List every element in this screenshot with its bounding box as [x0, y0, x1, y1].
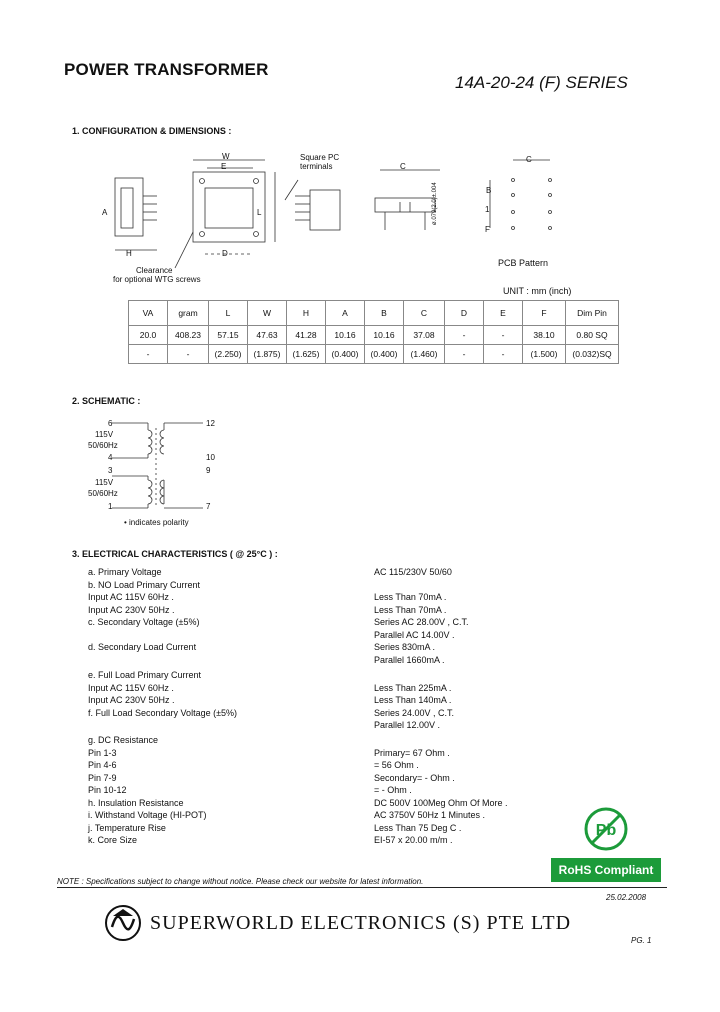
company-name: SUPERWORLD ELECTRONICS (S) PTE LTD: [150, 912, 572, 934]
table-row: [129, 326, 619, 345]
dim-label-d: D: [222, 249, 228, 258]
schematic-pin-10: 10: [206, 453, 215, 462]
table-cell: 41.28: [287, 326, 326, 345]
dim-label-h: H: [126, 249, 132, 258]
spec-label: Input AC 115V 60Hz .: [88, 682, 174, 693]
table-cell: -: [129, 345, 168, 364]
spec-label: h. Insulation Resistance: [88, 797, 184, 808]
spec-label: k. Core Size: [88, 835, 138, 845]
table-cell: (1.500): [523, 345, 566, 364]
spec-label: e. Full Load Primary Current: [88, 670, 202, 680]
footer-note: NOTE : Specifications subject to change without notice. Please check our website for latest information.: [57, 877, 424, 886]
schematic-pin-6: 6: [108, 419, 113, 428]
spec-label: Pin 4-6: [88, 760, 117, 770]
table-cell: -: [168, 345, 209, 364]
table-header-cell: gram: [168, 301, 209, 326]
schematic-freq-2: 50/60Hz: [88, 489, 118, 498]
footer-date: 25.02.2008: [606, 893, 647, 902]
table-cell: 408.23: [168, 326, 209, 345]
schematic-pin-12: 12: [206, 419, 215, 428]
table-header-cell: F: [523, 301, 566, 326]
table-header-row: [129, 301, 619, 326]
table-header-cell: D: [445, 301, 484, 326]
spec-value: Less Than 70mA .: [374, 604, 447, 615]
dimensions-table: [128, 300, 619, 364]
table-header-cell: W: [248, 301, 287, 326]
dim-label-a: A: [102, 208, 108, 217]
table-cell: (0.400): [326, 345, 365, 364]
table-cell: 47.63: [248, 326, 287, 345]
spec-value: Series 830mA .: [374, 642, 436, 652]
table-header-cell: A: [326, 301, 365, 326]
page-title: POWER TRANSFORMER: [64, 60, 269, 79]
spec-label: f. Full Load Secondary Voltage (±5%): [88, 707, 238, 718]
spec-value: EI-57 x 20.00 m/m .: [374, 835, 453, 845]
table-cell: 10.16: [326, 326, 365, 345]
spec-value: Less Than 225mA .: [374, 682, 452, 693]
spec-value: = - Ohm .: [374, 785, 412, 795]
table-cell: 37.08: [404, 326, 445, 345]
schematic-pin-1: 1: [108, 502, 113, 511]
spec-value: Series 24.00V , C.T.: [374, 707, 455, 718]
spec-label: g. DC Resistance: [88, 735, 159, 745]
spec-value: Less Than 75 Deg C .: [374, 822, 462, 833]
dim-label-c1: C: [400, 162, 406, 171]
terminal-view-body: [310, 190, 340, 230]
table-cell: 38.10: [523, 326, 566, 345]
dim-label-c2: C: [526, 155, 532, 164]
table-header-cell: L: [209, 301, 248, 326]
dim-label-b: B: [486, 186, 492, 195]
table-cell: 10.16: [365, 326, 404, 345]
spec-value: Parallel 1660mA .: [374, 654, 445, 665]
spec-value: Series AC 28.00V , C.T.: [374, 617, 469, 627]
label-clearance: Clearance: [136, 266, 173, 275]
page-number: PG. 1: [631, 936, 652, 945]
table-cell: -: [445, 345, 484, 364]
schematic-freq-1: 50/60Hz: [88, 441, 118, 450]
schematic-pin-7: 7: [206, 502, 211, 511]
table-row: [129, 345, 619, 364]
spec-label: Pin 10-12: [88, 785, 127, 795]
table-cell: -: [484, 326, 523, 345]
schematic-voltage-1: 115V: [95, 430, 114, 439]
section3-heading: 3. ELECTRICAL CHARACTERISTICS ( @ 25°C ) :: [72, 549, 278, 559]
table-header-cell: H: [287, 301, 326, 326]
schematic-pin-4: 4: [108, 453, 113, 462]
spec-label: Input AC 115V 60Hz .: [88, 592, 174, 602]
label-optional-screws: for optional WTG screws: [113, 275, 201, 284]
table-cell: (2.250): [209, 345, 248, 364]
spec-label: j. Temperature Rise: [88, 822, 166, 833]
company-logo-icon: [104, 904, 142, 942]
spec-value: AC 3750V 50Hz 1 Minutes .: [374, 810, 486, 820]
polarity-note: • indicates polarity: [124, 518, 189, 527]
section2-heading: 2. SCHEMATIC :: [72, 396, 141, 406]
bottom-view-body: [375, 198, 435, 212]
table-cell: (1.625): [287, 345, 326, 364]
table-header-cell: B: [365, 301, 404, 326]
spec-value: Primary= 67 Ohm .: [374, 747, 450, 758]
table-header-cell: Dim Pin: [566, 301, 619, 326]
schematic-diagram: [108, 418, 218, 518]
dim-label-f: F: [485, 225, 490, 234]
table-header-cell: VA: [129, 301, 168, 326]
label-square-pc: Square PC: [300, 153, 340, 162]
spec-label: a. Primary Voltage: [88, 567, 162, 577]
table-cell: 0.80 SQ: [566, 326, 619, 345]
table-cell: -: [445, 326, 484, 345]
unit-label: UNIT : mm (inch): [503, 286, 572, 296]
spec-value: Less Than 140mA .: [374, 695, 452, 705]
spec-label: Input AC 230V 50Hz .: [88, 695, 175, 705]
pb-free-icon: [582, 805, 630, 853]
table-cell: (1.875): [248, 345, 287, 364]
table-cell: -: [484, 345, 523, 364]
section1-heading: 1. CONFIGURATION & DIMENSIONS :: [72, 126, 232, 136]
table-cell: (0.400): [365, 345, 404, 364]
table-header-cell: E: [484, 301, 523, 326]
schematic-pin-3: 3: [108, 466, 113, 475]
spec-value: DC 500V 100Meg Ohm Of More .: [374, 797, 508, 808]
label-vertical-dims: ø.079(2.0)±.004: [432, 182, 438, 225]
spec-value: AC 115/230V 50/60: [374, 567, 452, 577]
spec-label: b. NO Load Primary Current: [88, 579, 201, 590]
schematic-pin-9: 9: [206, 466, 211, 475]
dim-label-l: L: [257, 208, 262, 217]
spec-value: Parallel AC 14.00V .: [374, 629, 455, 640]
series-title: 14A-20-24 (F) SERIES: [455, 73, 628, 92]
table-cell: (0.032)SQ: [566, 345, 619, 364]
spec-value: Secondary= - Ohm .: [374, 772, 455, 783]
footer-divider: [57, 887, 667, 888]
spec-label: Pin 1-3: [88, 747, 117, 758]
pb-text: Pb: [595, 822, 617, 839]
dim-label-w: W: [222, 152, 230, 161]
spec-value: = 56 Ohm .: [374, 760, 419, 770]
pcb-pattern: [490, 160, 552, 230]
spec-label: Input AC 230V 50Hz .: [88, 604, 175, 615]
spec-label: c. Secondary Voltage (±5%): [88, 617, 200, 627]
electrical-characteristics: [88, 567, 568, 847]
label-pcb-pattern: PCB Pattern: [498, 258, 549, 268]
spec-label: Pin 7-9: [88, 772, 117, 783]
table-cell: 20.0: [129, 326, 168, 345]
pin-label: 1: [485, 205, 490, 214]
table-cell: 57.15: [209, 326, 248, 345]
spec-value: Parallel 12.00V .: [374, 720, 441, 730]
schematic-voltage-2: 115V: [95, 478, 114, 487]
table-cell: (1.460): [404, 345, 445, 364]
label-terminals: terminals: [300, 162, 333, 171]
spec-value: Less Than 70mA .: [374, 592, 447, 602]
spec-label: i. Withstand Voltage (HI-POT): [88, 810, 207, 820]
rohs-badge: RoHS Compliant: [551, 858, 661, 882]
table-header-cell: C: [404, 301, 445, 326]
spec-label: d. Secondary Load Current: [88, 642, 197, 652]
side-view-body: [115, 178, 143, 236]
dim-label-e: E: [221, 162, 227, 171]
